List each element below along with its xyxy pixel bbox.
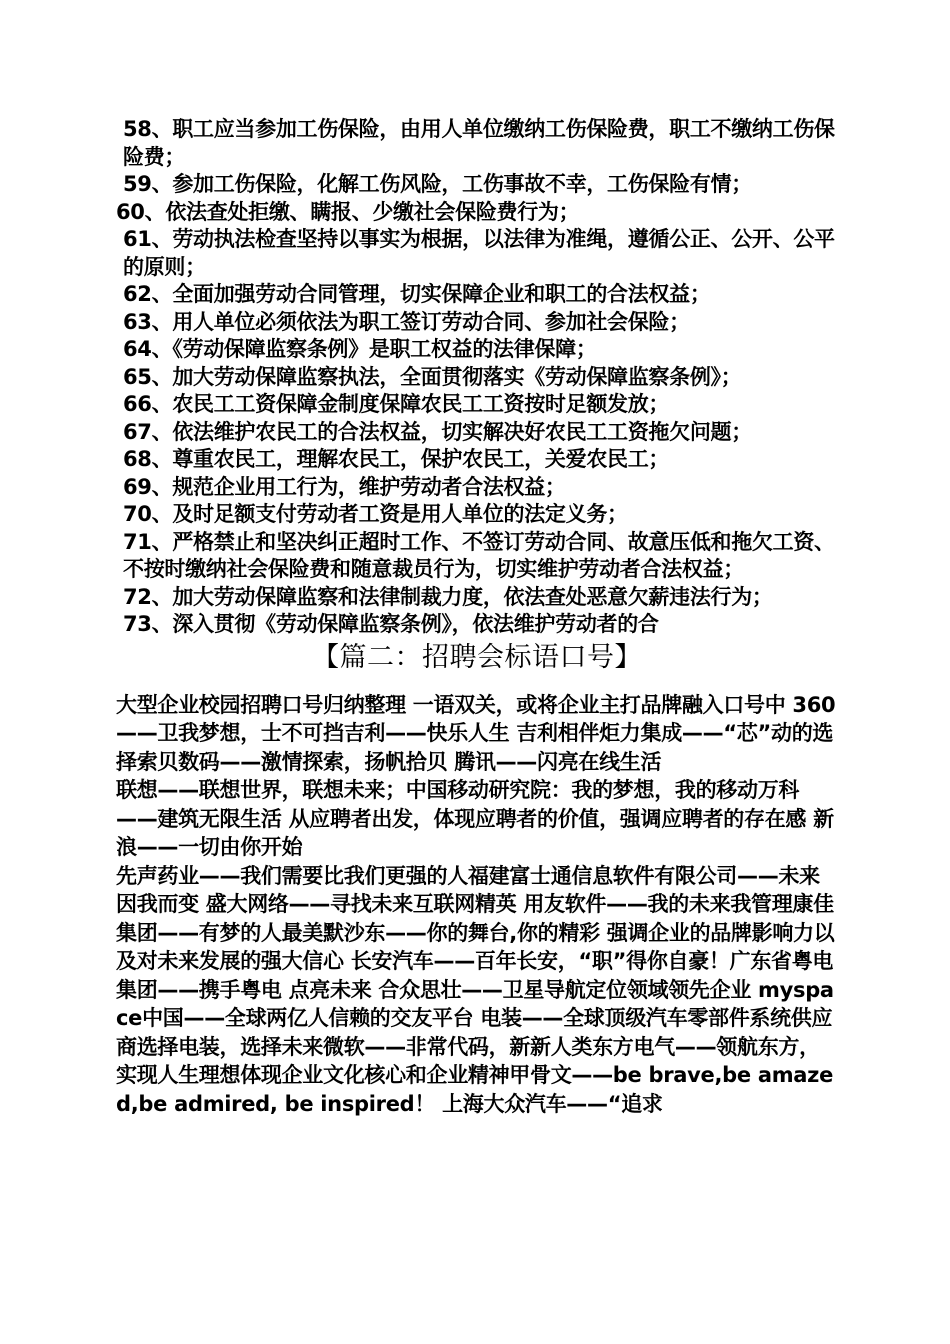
spacer [116, 677, 838, 691]
slogan-item-72: 72、加大劳动保障监察和法律制裁力度，依法查处恶意欠薪违法行为； [123, 584, 773, 609]
slogan-item-60: 60、依法查处拒缴、瞒报、少缴社会保险费行为； [116, 199, 580, 224]
section-heading: 【篇二：招聘会标语口号】 [312, 641, 642, 673]
slogan-item-64: 64、《劳动保障监察条例》是职工权益的法律保障； [123, 337, 597, 361]
slogan-item-65: 65、加大劳动保障监察执法，全面贯彻落实《劳动保障监察条例》； [123, 364, 742, 389]
slogan-item-62: 62、全面加强劳动合同管理，切实保障企业和职工的合法权益； [123, 282, 711, 306]
slogan-item-70: 70、及时足额支付劳动者工资是用人单位的法定义务； [123, 502, 628, 526]
document-content [116, 116, 838, 1118]
slogan-item-71: 71、严格禁止和坚决纠正超时工作、不签订劳动合同、故意压低和拖欠工资、不按时缴纳社会保险费和随意裁员行为，切实维护劳动者合法权益； [123, 529, 835, 581]
slogan-item-61: 61、劳动执法检查坚持以事实为根据，以法律为准绳，遵循公正、公开、公平的原则； [123, 227, 835, 279]
recruitment-paragraph-3: 先声药业——我们需要比我们更强的人福建富士通信息软件有限公司——未来因我而变 盛大网络——寻找未来互联网精英 用友软件——我的未来我管理康佳集团——有梦的人最美默沙东——你的舞台,你的精彩 强调企业的品牌影响力以及对未来发展的强大信心 长安汽车——百年长安，“职”得你自豪！广东省粤电集团——携手粤电 点亮未来 合众思壮——卫星导航定位领域领先企业 myspace中国——全球两亿人信赖的交友平台 电装——全球顶级汽车零部件系统供应商选择电装，选择未来微软——非常代码，新新人类东方电气——领航东方，实现人生理想体现企业文化核心和企业精神甲骨文——be brave,be amazed,be admired, be inspired！ 上海大众汽车——“追求 [116, 863, 835, 1116]
slogan-item-63: 63、用人单位必须依法为职工签订劳动合同、参加社会保险； [123, 309, 690, 334]
recruitment-paragraph-1: 大型企业校园招聘口号归纳整理 一语双关，或将企业主打品牌融入口号中 360——卫我梦想，士不可挡吉利——快乐人生 吉利相伴炬力集成——“芯”动的选择索贝数码——激情探索，扬帆拾贝 腾讯——闪亮在线生活 [116, 692, 836, 774]
slogan-item-67: 67、依法维护农民工的合法权益，切实解决好农民工工资拖欠问题； [123, 419, 752, 444]
recruitment-slogans [116, 691, 838, 1119]
recruitment-paragraph-2: 联想——联想世界，联想未来；中国移动研究院：我的梦想，我的移动万科——建筑无限生活 从应聘者出发，体现应聘者的价值，强调应聘者的存在感 新浪——一切由你开始 [116, 778, 834, 859]
slogan-item-58: 58、职工应当参加工伤保险，由用人单位缴纳工伤保险费，职工不缴纳工伤保险费； [123, 117, 835, 169]
slogan-item-69: 69、规范企业用工行为，维护劳动者合法权益； [123, 474, 566, 499]
slogan-list [116, 116, 838, 639]
slogan-item-66: 66、农民工工资保障金制度保障农民工工资按时足额发放； [123, 392, 670, 416]
slogan-item-59: 59、参加工伤保险，化解工伤风险，工伤事故不幸，工伤保险有情； [123, 172, 752, 196]
slogan-item-73: 73、深入贯彻《劳动保障监察条例》，依法维护劳动者的合 [123, 612, 659, 636]
slogan-item-68: 68、尊重农民工，理解农民工，保护农民工，关爱农民工； [123, 447, 670, 471]
